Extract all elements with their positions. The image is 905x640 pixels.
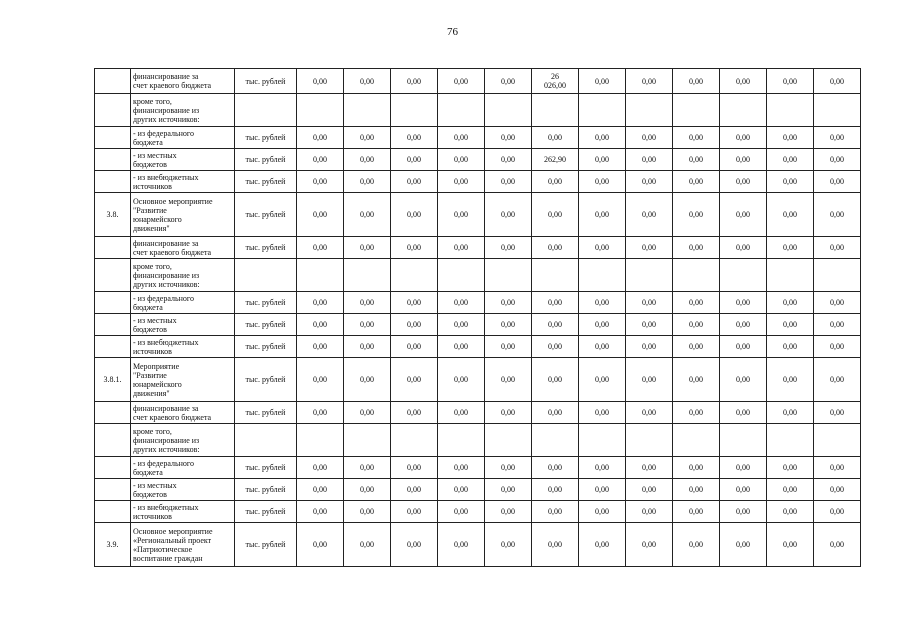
row-value-cell: 0,00 xyxy=(344,457,391,479)
row-value-cell: 0,00 xyxy=(814,358,861,402)
row-unit-cell xyxy=(235,424,297,457)
row-value-cell: 0,00 xyxy=(532,237,579,259)
row-value-cell: 0,00 xyxy=(438,358,485,402)
row-value-cell: 0,00 xyxy=(673,402,720,424)
row-code-cell xyxy=(95,127,131,149)
row-code-cell xyxy=(95,149,131,171)
row-value-cell: 0,00 xyxy=(438,457,485,479)
row-value-cell: 0,00 xyxy=(720,292,767,314)
row-value-cell: 0,00 xyxy=(626,237,673,259)
row-value-cell: 0,00 xyxy=(297,358,344,402)
row-value-cell xyxy=(391,424,438,457)
row-unit-cell: тыс. рублей xyxy=(235,358,297,402)
row-unit-cell: тыс. рублей xyxy=(235,193,297,237)
row-value-cell: 0,00 xyxy=(767,523,814,567)
row-value-cell: 0,00 xyxy=(485,402,532,424)
row-value-cell: 0,00 xyxy=(532,292,579,314)
row-value-cell: 0,00 xyxy=(344,292,391,314)
row-value-cell: 0,00 xyxy=(673,127,720,149)
table-row xyxy=(95,69,861,94)
row-name-cell: финансирование за счет краевого бюджета xyxy=(131,69,235,94)
row-value-cell: 0,00 xyxy=(673,457,720,479)
row-value-cell: 0,00 xyxy=(391,292,438,314)
row-value-cell: 0,00 xyxy=(814,314,861,336)
row-value-cell: 0,00 xyxy=(297,237,344,259)
row-value-cell: 0,00 xyxy=(438,127,485,149)
row-value-cell: 0,00 xyxy=(579,69,626,94)
row-value-cell: 0,00 xyxy=(673,292,720,314)
row-value-cell: 0,00 xyxy=(720,358,767,402)
row-value-cell: 26 026,00 xyxy=(532,69,579,94)
row-value-cell: 0,00 xyxy=(626,358,673,402)
row-name-cell: кроме того, финансирование из других источников: xyxy=(131,424,235,457)
row-value-cell: 0,00 xyxy=(814,402,861,424)
row-value-cell: 0,00 xyxy=(438,402,485,424)
row-unit-cell: тыс. рублей xyxy=(235,171,297,193)
row-value-cell: 0,00 xyxy=(720,523,767,567)
table-row xyxy=(95,402,861,424)
row-code-cell xyxy=(95,314,131,336)
row-value-cell: 0,00 xyxy=(579,358,626,402)
row-name-cell: Основное мероприятие «Региональный проект «Патриотическое воспитание граждан xyxy=(131,523,235,567)
row-value-cell: 0,00 xyxy=(720,336,767,358)
row-value-cell xyxy=(532,259,579,292)
row-value-cell: 0,00 xyxy=(626,69,673,94)
row-value-cell: 0,00 xyxy=(297,479,344,501)
row-value-cell: 0,00 xyxy=(532,171,579,193)
row-value-cell: 0,00 xyxy=(814,69,861,94)
row-value-cell: 0,00 xyxy=(767,336,814,358)
row-value-cell xyxy=(344,424,391,457)
row-value-cell: 0,00 xyxy=(485,314,532,336)
row-value-cell: 0,00 xyxy=(438,523,485,567)
row-value-cell xyxy=(438,259,485,292)
row-value-cell: 0,00 xyxy=(532,314,579,336)
row-value-cell: 0,00 xyxy=(297,457,344,479)
row-value-cell: 0,00 xyxy=(814,171,861,193)
row-value-cell: 0,00 xyxy=(626,479,673,501)
row-value-cell xyxy=(391,259,438,292)
table-row xyxy=(95,501,861,523)
row-value-cell: 0,00 xyxy=(579,523,626,567)
row-code-cell xyxy=(95,94,131,127)
row-value-cell xyxy=(814,94,861,127)
row-value-cell xyxy=(438,94,485,127)
row-value-cell: 0,00 xyxy=(391,193,438,237)
row-unit-cell: тыс. рублей xyxy=(235,501,297,523)
row-value-cell: 0,00 xyxy=(344,402,391,424)
row-value-cell xyxy=(579,94,626,127)
row-value-cell: 0,00 xyxy=(720,69,767,94)
row-name-cell: - из федерального бюджета xyxy=(131,127,235,149)
row-value-cell: 0,00 xyxy=(391,457,438,479)
row-value-cell: 0,00 xyxy=(579,193,626,237)
row-value-cell: 0,00 xyxy=(814,193,861,237)
row-value-cell: 0,00 xyxy=(485,171,532,193)
row-value-cell: 0,00 xyxy=(532,193,579,237)
row-value-cell xyxy=(297,259,344,292)
row-value-cell: 0,00 xyxy=(344,523,391,567)
row-value-cell: 0,00 xyxy=(297,292,344,314)
row-value-cell: 0,00 xyxy=(579,237,626,259)
row-name-cell: - из внебюджетных источников xyxy=(131,501,235,523)
row-value-cell: 0,00 xyxy=(673,171,720,193)
row-value-cell: 0,00 xyxy=(297,69,344,94)
budget-table xyxy=(94,68,861,567)
row-unit-cell: тыс. рублей xyxy=(235,523,297,567)
row-value-cell: 0,00 xyxy=(344,237,391,259)
row-value-cell: 0,00 xyxy=(720,193,767,237)
table-row xyxy=(95,237,861,259)
row-value-cell: 0,00 xyxy=(438,171,485,193)
row-value-cell: 0,00 xyxy=(579,292,626,314)
row-value-cell xyxy=(626,94,673,127)
row-value-cell: 0,00 xyxy=(344,479,391,501)
row-value-cell: 0,00 xyxy=(532,402,579,424)
table-row xyxy=(95,149,861,171)
row-value-cell xyxy=(579,259,626,292)
row-unit-cell: тыс. рублей xyxy=(235,292,297,314)
row-value-cell: 0,00 xyxy=(579,127,626,149)
row-value-cell xyxy=(438,424,485,457)
row-value-cell: 0,00 xyxy=(344,127,391,149)
row-value-cell: 0,00 xyxy=(767,501,814,523)
row-value-cell xyxy=(626,424,673,457)
row-value-cell: 0,00 xyxy=(767,479,814,501)
row-value-cell: 0,00 xyxy=(485,127,532,149)
row-value-cell: 0,00 xyxy=(438,314,485,336)
row-value-cell: 0,00 xyxy=(720,237,767,259)
row-value-cell xyxy=(767,94,814,127)
row-value-cell: 0,00 xyxy=(579,501,626,523)
row-value-cell: 0,00 xyxy=(720,149,767,171)
row-code-cell xyxy=(95,402,131,424)
table-row xyxy=(95,358,861,402)
row-value-cell: 0,00 xyxy=(485,457,532,479)
row-value-cell: 0,00 xyxy=(814,127,861,149)
row-unit-cell: тыс. рублей xyxy=(235,127,297,149)
row-code-cell: 3.9. xyxy=(95,523,131,567)
row-value-cell xyxy=(814,424,861,457)
row-code-cell xyxy=(95,237,131,259)
row-value-cell: 0,00 xyxy=(485,523,532,567)
row-value-cell: 0,00 xyxy=(814,149,861,171)
row-value-cell: 0,00 xyxy=(391,336,438,358)
row-value-cell: 0,00 xyxy=(673,237,720,259)
row-value-cell: 0,00 xyxy=(626,336,673,358)
row-value-cell: 0,00 xyxy=(579,457,626,479)
table-row xyxy=(95,193,861,237)
row-value-cell: 0,00 xyxy=(814,479,861,501)
row-value-cell: 262,90 xyxy=(532,149,579,171)
row-value-cell: 0,00 xyxy=(626,402,673,424)
row-name-cell: - из местных бюджетов xyxy=(131,479,235,501)
row-value-cell: 0,00 xyxy=(438,149,485,171)
row-value-cell: 0,00 xyxy=(297,402,344,424)
row-value-cell: 0,00 xyxy=(626,149,673,171)
row-value-cell: 0,00 xyxy=(673,69,720,94)
row-value-cell: 0,00 xyxy=(485,479,532,501)
row-value-cell: 0,00 xyxy=(485,336,532,358)
row-value-cell: 0,00 xyxy=(673,314,720,336)
row-value-cell xyxy=(485,259,532,292)
row-name-cell: Основное мероприятие "Развитие юнармейского движения" xyxy=(131,193,235,237)
row-value-cell: 0,00 xyxy=(532,127,579,149)
row-value-cell: 0,00 xyxy=(344,149,391,171)
row-code-cell xyxy=(95,69,131,94)
row-value-cell: 0,00 xyxy=(626,171,673,193)
row-value-cell: 0,00 xyxy=(720,479,767,501)
row-value-cell: 0,00 xyxy=(532,501,579,523)
row-value-cell: 0,00 xyxy=(579,479,626,501)
row-value-cell: 0,00 xyxy=(344,501,391,523)
row-value-cell: 0,00 xyxy=(485,149,532,171)
row-value-cell xyxy=(814,259,861,292)
row-value-cell: 0,00 xyxy=(673,501,720,523)
row-value-cell: 0,00 xyxy=(579,336,626,358)
row-value-cell: 0,00 xyxy=(391,69,438,94)
row-value-cell: 0,00 xyxy=(720,171,767,193)
row-value-cell: 0,00 xyxy=(391,479,438,501)
row-value-cell: 0,00 xyxy=(297,127,344,149)
row-value-cell: 0,00 xyxy=(344,336,391,358)
row-value-cell: 0,00 xyxy=(438,69,485,94)
row-name-cell: - из местных бюджетов xyxy=(131,314,235,336)
row-value-cell: 0,00 xyxy=(814,501,861,523)
row-unit-cell: тыс. рублей xyxy=(235,336,297,358)
row-value-cell: 0,00 xyxy=(438,237,485,259)
row-value-cell: 0,00 xyxy=(438,336,485,358)
row-value-cell: 0,00 xyxy=(532,523,579,567)
row-value-cell: 0,00 xyxy=(767,292,814,314)
row-code-cell: 3.8.1. xyxy=(95,358,131,402)
row-value-cell: 0,00 xyxy=(720,127,767,149)
row-value-cell: 0,00 xyxy=(720,402,767,424)
row-value-cell: 0,00 xyxy=(767,237,814,259)
row-unit-cell: тыс. рублей xyxy=(235,237,297,259)
row-code-cell xyxy=(95,457,131,479)
row-value-cell: 0,00 xyxy=(485,69,532,94)
row-unit-cell xyxy=(235,259,297,292)
page-number: 76 xyxy=(447,26,458,38)
row-value-cell: 0,00 xyxy=(767,358,814,402)
row-value-cell: 0,00 xyxy=(767,127,814,149)
row-value-cell: 0,00 xyxy=(344,358,391,402)
row-value-cell: 0,00 xyxy=(344,193,391,237)
row-value-cell: 0,00 xyxy=(344,69,391,94)
row-value-cell xyxy=(297,424,344,457)
table-row xyxy=(95,479,861,501)
row-code-cell: 3.8. xyxy=(95,193,131,237)
row-value-cell: 0,00 xyxy=(297,336,344,358)
row-code-cell xyxy=(95,292,131,314)
row-value-cell xyxy=(767,424,814,457)
row-value-cell: 0,00 xyxy=(485,237,532,259)
row-value-cell: 0,00 xyxy=(626,127,673,149)
row-value-cell: 0,00 xyxy=(438,479,485,501)
row-value-cell: 0,00 xyxy=(391,402,438,424)
row-name-cell: - из федерального бюджета xyxy=(131,292,235,314)
row-value-cell: 0,00 xyxy=(720,501,767,523)
row-unit-cell xyxy=(235,94,297,127)
row-value-cell: 0,00 xyxy=(767,457,814,479)
row-value-cell: 0,00 xyxy=(767,193,814,237)
row-value-cell: 0,00 xyxy=(297,171,344,193)
row-value-cell: 0,00 xyxy=(626,501,673,523)
row-value-cell: 0,00 xyxy=(391,358,438,402)
row-name-cell: кроме того, финансирование из других источников: xyxy=(131,259,235,292)
row-name-cell: - из местных бюджетов xyxy=(131,149,235,171)
row-name-cell: - из внебюджетных источников xyxy=(131,171,235,193)
row-value-cell: 0,00 xyxy=(532,457,579,479)
row-unit-cell: тыс. рублей xyxy=(235,402,297,424)
table-row xyxy=(95,292,861,314)
row-value-cell: 0,00 xyxy=(814,457,861,479)
row-value-cell: 0,00 xyxy=(673,149,720,171)
row-value-cell: 0,00 xyxy=(579,171,626,193)
row-value-cell xyxy=(485,424,532,457)
row-value-cell: 0,00 xyxy=(767,149,814,171)
row-value-cell: 0,00 xyxy=(344,314,391,336)
row-value-cell xyxy=(297,94,344,127)
row-value-cell: 0,00 xyxy=(485,292,532,314)
row-unit-cell: тыс. рублей xyxy=(235,479,297,501)
row-value-cell: 0,00 xyxy=(438,292,485,314)
row-name-cell: - из федерального бюджета xyxy=(131,457,235,479)
row-value-cell xyxy=(767,259,814,292)
row-value-cell: 0,00 xyxy=(767,402,814,424)
row-value-cell: 0,00 xyxy=(438,193,485,237)
row-value-cell: 0,00 xyxy=(579,402,626,424)
row-value-cell: 0,00 xyxy=(767,171,814,193)
table-row xyxy=(95,94,861,127)
row-value-cell xyxy=(579,424,626,457)
table-row xyxy=(95,424,861,457)
row-value-cell: 0,00 xyxy=(297,314,344,336)
row-value-cell: 0,00 xyxy=(532,479,579,501)
row-value-cell: 0,00 xyxy=(485,501,532,523)
row-value-cell: 0,00 xyxy=(391,127,438,149)
row-value-cell: 0,00 xyxy=(344,171,391,193)
row-unit-cell: тыс. рублей xyxy=(235,314,297,336)
row-value-cell: 0,00 xyxy=(626,457,673,479)
row-value-cell: 0,00 xyxy=(814,523,861,567)
row-value-cell xyxy=(720,94,767,127)
row-value-cell: 0,00 xyxy=(438,501,485,523)
row-value-cell: 0,00 xyxy=(673,523,720,567)
row-value-cell: 0,00 xyxy=(673,479,720,501)
row-value-cell: 0,00 xyxy=(814,237,861,259)
row-value-cell: 0,00 xyxy=(391,523,438,567)
row-value-cell: 0,00 xyxy=(720,457,767,479)
row-value-cell: 0,00 xyxy=(532,358,579,402)
row-value-cell xyxy=(626,259,673,292)
row-value-cell xyxy=(720,259,767,292)
row-value-cell: 0,00 xyxy=(485,358,532,402)
row-value-cell: 0,00 xyxy=(391,171,438,193)
row-value-cell xyxy=(720,424,767,457)
row-value-cell: 0,00 xyxy=(532,336,579,358)
row-value-cell: 0,00 xyxy=(767,314,814,336)
row-value-cell: 0,00 xyxy=(391,149,438,171)
row-value-cell: 0,00 xyxy=(673,193,720,237)
row-name-cell: финансирование за счет краевого бюджета xyxy=(131,237,235,259)
row-value-cell xyxy=(344,94,391,127)
row-value-cell xyxy=(673,424,720,457)
row-code-cell xyxy=(95,336,131,358)
row-value-cell: 0,00 xyxy=(297,501,344,523)
row-unit-cell: тыс. рублей xyxy=(235,69,297,94)
row-value-cell: 0,00 xyxy=(673,358,720,402)
row-code-cell xyxy=(95,259,131,292)
row-name-cell: финансирование за счет краевого бюджета xyxy=(131,402,235,424)
row-value-cell: 0,00 xyxy=(814,336,861,358)
row-value-cell: 0,00 xyxy=(626,193,673,237)
row-code-cell xyxy=(95,479,131,501)
row-value-cell: 0,00 xyxy=(579,314,626,336)
row-value-cell: 0,00 xyxy=(297,149,344,171)
row-value-cell xyxy=(532,94,579,127)
row-value-cell xyxy=(673,94,720,127)
row-value-cell: 0,00 xyxy=(391,237,438,259)
row-value-cell xyxy=(532,424,579,457)
row-value-cell: 0,00 xyxy=(767,69,814,94)
row-name-cell: Мероприятие "Развитие юнармейского движения" xyxy=(131,358,235,402)
row-code-cell xyxy=(95,171,131,193)
row-name-cell: кроме того, финансирование из других источников: xyxy=(131,94,235,127)
table-row xyxy=(95,259,861,292)
table-row xyxy=(95,127,861,149)
table-row xyxy=(95,336,861,358)
row-code-cell xyxy=(95,501,131,523)
row-value-cell: 0,00 xyxy=(720,314,767,336)
row-value-cell: 0,00 xyxy=(814,292,861,314)
row-value-cell: 0,00 xyxy=(297,193,344,237)
row-unit-cell: тыс. рублей xyxy=(235,149,297,171)
row-value-cell xyxy=(673,259,720,292)
row-unit-cell: тыс. рублей xyxy=(235,457,297,479)
row-value-cell xyxy=(391,94,438,127)
row-name-cell: - из внебюджетных источников xyxy=(131,336,235,358)
table-row xyxy=(95,314,861,336)
row-value-cell: 0,00 xyxy=(673,336,720,358)
row-value-cell xyxy=(344,259,391,292)
table-row xyxy=(95,457,861,479)
row-value-cell: 0,00 xyxy=(391,314,438,336)
table-row xyxy=(95,171,861,193)
row-value-cell: 0,00 xyxy=(297,523,344,567)
row-value-cell: 0,00 xyxy=(626,314,673,336)
row-value-cell: 0,00 xyxy=(579,149,626,171)
row-value-cell xyxy=(485,94,532,127)
row-code-cell xyxy=(95,424,131,457)
row-value-cell: 0,00 xyxy=(626,292,673,314)
row-value-cell: 0,00 xyxy=(391,501,438,523)
row-value-cell: 0,00 xyxy=(485,193,532,237)
table-row xyxy=(95,523,861,567)
row-value-cell: 0,00 xyxy=(626,523,673,567)
